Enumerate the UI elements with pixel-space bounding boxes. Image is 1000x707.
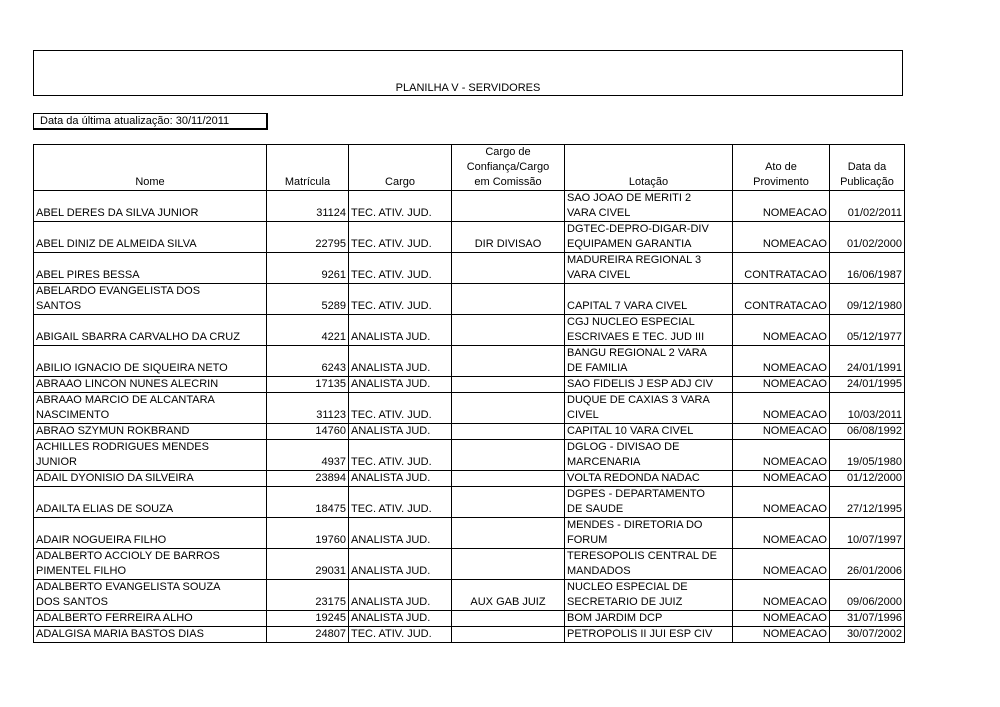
- cell-cargo-line: TEC. ATIV. JUD.: [351, 269, 432, 281]
- cell-matricula-line: 19245: [315, 612, 346, 624]
- cell-comissao: [452, 471, 565, 487]
- cell-comissao: [452, 393, 565, 424]
- cell-data-publicacao: [830, 424, 905, 440]
- cell-matricula-line: 9261: [321, 269, 346, 281]
- cell-ato: [733, 627, 830, 643]
- cell-matricula: [267, 611, 349, 627]
- table-row: [34, 627, 905, 643]
- cell-matricula-line: 29031: [315, 565, 346, 577]
- cell-data-publicacao: [830, 377, 905, 393]
- cell-lotacao-line: CAPITAL 10 VARA CIVEL: [567, 425, 694, 437]
- cell-nome: [34, 487, 267, 518]
- cell-data-publicacao: [830, 487, 905, 518]
- cell-cargo: [349, 393, 452, 424]
- cell-nome: [34, 377, 267, 393]
- cell-ato-line: NOMEACAO: [762, 207, 827, 219]
- cell-nome: [34, 627, 267, 643]
- cell-comissao: [452, 346, 565, 377]
- cell-matricula: [267, 580, 349, 611]
- cell-matricula-line: 5289: [321, 300, 346, 312]
- cell-ato: [733, 424, 830, 440]
- cell-matricula-line: 24807: [315, 628, 346, 640]
- col-header-cargo: Cargo: [349, 145, 452, 191]
- cell-cargo: [349, 346, 452, 377]
- cell-ato-line: NOMEACAO: [762, 238, 827, 250]
- cell-lotacao-line: MANDADOS: [567, 565, 631, 577]
- cell-nome: [34, 580, 267, 611]
- cell-matricula-line: 14760: [315, 425, 346, 437]
- cell-ato: [733, 518, 830, 549]
- cell-lotacao: [565, 580, 733, 611]
- cell-cargo-line: ANALISTA JUD.: [351, 472, 431, 484]
- cell-ato: [733, 487, 830, 518]
- cell-matricula: [267, 393, 349, 424]
- cell-lotacao-line: CGJ NUCLEO ESPECIAL: [567, 316, 695, 328]
- cell-data-publicacao-line: 16/06/1987: [846, 269, 902, 281]
- cell-nome-line: ABRAO SZYMUN ROKBRAND: [36, 425, 190, 437]
- cell-lotacao-line: BANGU REGIONAL 2 VARA: [567, 347, 707, 359]
- cell-cargo-line: TEC. ATIV. JUD.: [351, 207, 432, 219]
- table-row: [34, 580, 905, 611]
- cell-data-publicacao-line: 27/12/1995: [846, 503, 902, 515]
- cell-nome-line: ADALBERTO ACCIOLY DE BARROS: [36, 550, 220, 562]
- cell-lotacao-line: DGLOG - DIVISAO DE: [567, 441, 680, 453]
- cell-matricula-line: 22795: [315, 238, 346, 250]
- cell-comissao-line: AUX GAB JUIZ: [470, 596, 546, 608]
- cell-lotacao-line: DGPES - DEPARTAMENTO: [567, 488, 705, 500]
- cell-cargo: [349, 549, 452, 580]
- table-row: [34, 377, 905, 393]
- last-update-label: Data da última atualização: 30/11/2011: [33, 113, 268, 130]
- cell-matricula: [267, 471, 349, 487]
- col-header-matricula: Matrícula: [267, 145, 349, 191]
- cell-matricula-line: 4937: [321, 456, 346, 468]
- cell-comissao: [452, 487, 565, 518]
- cell-matricula: [267, 222, 349, 253]
- cell-data-publicacao: [830, 518, 905, 549]
- table-row: [34, 440, 905, 471]
- cell-comissao: [452, 377, 565, 393]
- cell-data-publicacao-line: 10/03/2011: [847, 409, 902, 421]
- cell-data-publicacao: [830, 549, 905, 580]
- cell-nome-line: PIMENTEL FILHO: [36, 565, 127, 577]
- cell-cargo: [349, 580, 452, 611]
- cell-nome-line: ABILIO IGNACIO DE SIQUEIRA NETO: [36, 362, 228, 374]
- cell-data-publicacao-line: 24/01/1995: [846, 378, 902, 390]
- cell-ato-line: NOMEACAO: [762, 628, 827, 640]
- cell-nome-line: ADAIL DYONISIO DA SILVEIRA: [36, 472, 194, 484]
- cell-matricula: [267, 253, 349, 284]
- cell-comissao: [452, 611, 565, 627]
- table-row: [34, 222, 905, 253]
- cell-ato-line: NOMEACAO: [762, 362, 827, 374]
- cell-ato: [733, 253, 830, 284]
- hdr-line: Confiança/Cargo: [466, 161, 550, 173]
- cell-nome-line: SANTOS: [36, 300, 82, 312]
- cell-data-publicacao-line: 10/07/1997: [846, 534, 902, 546]
- col-header-ato: [733, 145, 830, 191]
- cell-cargo: [349, 253, 452, 284]
- cell-lotacao: [565, 611, 733, 627]
- cell-matricula: [267, 440, 349, 471]
- cell-ato-line: NOMEACAO: [762, 409, 827, 421]
- cell-data-publicacao-line: 19/05/1980: [846, 456, 902, 468]
- hdr-line: Publicação: [840, 176, 894, 188]
- cell-matricula-line: 23175: [315, 596, 346, 608]
- table-row: [34, 346, 905, 377]
- cell-cargo-line: ANALISTA JUD.: [351, 596, 431, 608]
- cell-nome-line: ABEL DINIZ DE ALMEIDA SILVA: [36, 238, 197, 250]
- cell-matricula: [267, 424, 349, 440]
- cell-data-publicacao-line: 06/08/1992: [846, 425, 902, 437]
- cell-cargo-line: TEC. ATIV. JUD.: [351, 456, 432, 468]
- cell-comissao: [452, 424, 565, 440]
- cell-lotacao-line: MADUREIRA REGIONAL 3: [567, 254, 702, 266]
- cell-lotacao: [565, 393, 733, 424]
- cell-nome-line: ABIGAIL SBARRA CARVALHO DA CRUZ: [36, 331, 240, 343]
- cell-ato: [733, 346, 830, 377]
- cell-matricula: [267, 284, 349, 315]
- cell-lotacao: [565, 471, 733, 487]
- hdr-line: Ato de: [765, 161, 797, 173]
- cell-cargo: [349, 191, 452, 222]
- cell-lotacao-line: ESCRIVAES E TEC. JUD III: [567, 331, 705, 343]
- cell-data-publicacao: [830, 580, 905, 611]
- cell-cargo-line: ANALISTA JUD.: [351, 534, 431, 546]
- cell-cargo: [349, 315, 452, 346]
- cell-ato-line: NOMEACAO: [762, 456, 827, 468]
- cell-comissao: [452, 549, 565, 580]
- cell-comissao: [452, 284, 565, 315]
- cell-lotacao-line: SAO FIDELIS J ESP ADJ CIV: [567, 378, 713, 390]
- cell-data-publicacao-line: 24/01/1991: [846, 362, 902, 374]
- cell-lotacao: [565, 518, 733, 549]
- title-box: [33, 50, 903, 96]
- cell-cargo-line: TEC. ATIV. JUD.: [351, 628, 432, 640]
- col-header-cargo-confianca: [452, 145, 565, 191]
- cell-data-publicacao: [830, 611, 905, 627]
- cell-nome: [34, 549, 267, 580]
- cell-lotacao-line: EQUIPAMEN GARANTIA: [567, 238, 692, 250]
- cell-comissao: [452, 627, 565, 643]
- hdr-line: Data da: [847, 161, 887, 173]
- cell-data-publicacao: [830, 471, 905, 487]
- cell-ato: [733, 393, 830, 424]
- table-row: [34, 393, 905, 424]
- table-row: [34, 471, 905, 487]
- cell-lotacao-line: DE SAUDE: [567, 503, 624, 515]
- cell-lotacao-line: DGTEC-DEPRO-DIGAR-DIV: [567, 223, 709, 235]
- cell-cargo-line: ANALISTA JUD.: [351, 378, 431, 390]
- cell-ato: [733, 377, 830, 393]
- cell-data-publicacao-line: 26/01/2006: [846, 565, 902, 577]
- cell-matricula-line: 4221: [321, 331, 346, 343]
- cell-comissao: [452, 440, 565, 471]
- cell-ato-line: NOMEACAO: [762, 596, 827, 608]
- cell-data-publicacao-line: 01/02/2000: [846, 238, 902, 250]
- cell-matricula-line: 19760: [315, 534, 346, 546]
- table-row: [34, 284, 905, 315]
- cell-lotacao: [565, 440, 733, 471]
- cell-lotacao-line: DUQUE DE CAXIAS 3 VARA: [567, 394, 710, 406]
- cell-matricula-line: 31124: [316, 207, 346, 219]
- cell-matricula: [267, 346, 349, 377]
- cell-matricula: [267, 518, 349, 549]
- cell-matricula: [267, 549, 349, 580]
- cell-nome: [34, 440, 267, 471]
- cell-nome-line: JUNIOR: [36, 456, 77, 468]
- cell-data-publicacao-line: 30/07/2002: [846, 628, 902, 640]
- cell-ato-line: NOMEACAO: [762, 425, 827, 437]
- table-row: [34, 253, 905, 284]
- cell-lotacao-line: BOM JARDIM DCP: [567, 612, 663, 624]
- cell-data-publicacao-line: 09/06/2000: [846, 596, 902, 608]
- cell-comissao: [452, 580, 565, 611]
- cell-cargo: [349, 471, 452, 487]
- cell-lotacao-line: FORUM: [567, 534, 608, 546]
- cell-data-publicacao: [830, 393, 905, 424]
- cell-cargo-line: ANALISTA JUD.: [351, 425, 431, 437]
- cell-ato: [733, 284, 830, 315]
- cell-data-publicacao: [830, 253, 905, 284]
- cell-comissao-line: DIR DIVISAO: [474, 238, 542, 250]
- cell-ato: [733, 440, 830, 471]
- cell-comissao: [452, 253, 565, 284]
- cell-nome: [34, 253, 267, 284]
- cell-nome: [34, 424, 267, 440]
- cell-cargo-line: TEC. ATIV. JUD.: [351, 409, 432, 421]
- cell-ato-line: NOMEACAO: [762, 612, 827, 624]
- cell-lotacao: [565, 424, 733, 440]
- cell-lotacao-line: CIVEL: [567, 409, 599, 421]
- cell-cargo-line: ANALISTA JUD.: [351, 612, 431, 624]
- cell-comissao: [452, 518, 565, 549]
- cell-lotacao-line: SAO JOAO DE MERITI 2: [567, 192, 692, 204]
- cell-ato: [733, 471, 830, 487]
- cell-nome: [34, 611, 267, 627]
- cell-lotacao: [565, 346, 733, 377]
- cell-nome: [34, 191, 267, 222]
- cell-cargo-line: ANALISTA JUD.: [351, 331, 431, 343]
- cell-lotacao: [565, 191, 733, 222]
- cell-nome-line: ADALGISA MARIA BASTOS DIAS: [36, 628, 204, 640]
- cell-nome-line: ABEL DERES DA SILVA JUNIOR: [36, 207, 199, 219]
- cell-lotacao: [565, 253, 733, 284]
- hdr-line: Cargo de: [485, 146, 531, 158]
- cell-matricula: [267, 487, 349, 518]
- cell-matricula: [267, 191, 349, 222]
- cell-lotacao: [565, 377, 733, 393]
- cell-nome-line: ADALBERTO EVANGELISTA SOUZA: [36, 581, 221, 593]
- cell-lotacao-line: DE FAMILIA: [567, 362, 628, 374]
- cell-ato-line: NOMEACAO: [762, 331, 827, 343]
- table-row: [34, 487, 905, 518]
- cell-nome: [34, 315, 267, 346]
- cell-nome-line: ADAIR NOGUEIRA FILHO: [36, 534, 167, 546]
- cell-comissao: [452, 222, 565, 253]
- cell-nome-line: ADALBERTO FERREIRA ALHO: [36, 612, 193, 624]
- cell-matricula: [267, 315, 349, 346]
- cell-ato-line: CONTRATACAO: [744, 269, 827, 281]
- cell-cargo-line: TEC. ATIV. JUD.: [351, 300, 432, 312]
- cell-ato-line: NOMEACAO: [762, 565, 827, 577]
- col-header-nome: Nome: [34, 145, 267, 191]
- table-row: [34, 424, 905, 440]
- cell-cargo: [349, 518, 452, 549]
- cell-matricula-line: 6243: [321, 362, 346, 374]
- cell-nome-line: ABEL PIRES BESSA: [36, 269, 140, 281]
- cell-lotacao: [565, 284, 733, 315]
- cell-matricula-line: 31123: [316, 409, 346, 421]
- cell-comissao: [452, 191, 565, 222]
- cell-cargo-line: TEC. ATIV. JUD.: [351, 238, 432, 250]
- cell-cargo: [349, 222, 452, 253]
- cell-data-publicacao-line: 05/12/1977: [846, 331, 902, 343]
- cell-matricula-line: 18475: [315, 503, 346, 515]
- cell-lotacao: [565, 487, 733, 518]
- hdr-line: Provimento: [753, 176, 809, 188]
- cell-data-publicacao-line: 01/02/2011: [847, 207, 902, 219]
- cell-lotacao-line: TERESOPOLIS CENTRAL DE: [567, 550, 717, 562]
- cell-nome: [34, 471, 267, 487]
- cell-data-publicacao: [830, 315, 905, 346]
- col-header-data-publicacao: [830, 145, 905, 191]
- cell-ato-line: NOMEACAO: [762, 472, 827, 484]
- cell-matricula-line: 17135: [315, 378, 346, 390]
- cell-lotacao-line: VARA CIVEL: [567, 207, 631, 219]
- cell-nome-line: ADAILTA ELIAS DE SOUZA: [36, 503, 174, 515]
- cell-lotacao-line: VARA CIVEL: [567, 269, 631, 281]
- cell-cargo: [349, 377, 452, 393]
- cell-ato-line: CONTRATACAO: [744, 300, 827, 312]
- cell-nome-line: ABRAAO LINCON NUNES ALECRIN: [36, 378, 219, 390]
- cell-ato-line: NOMEACAO: [762, 534, 827, 546]
- table-row: [34, 611, 905, 627]
- cell-ato: [733, 222, 830, 253]
- cell-matricula: [267, 377, 349, 393]
- table-row: [34, 549, 905, 580]
- cell-data-publicacao: [830, 191, 905, 222]
- cell-lotacao-line: NUCLEO ESPECIAL DE: [567, 581, 688, 593]
- cell-data-publicacao-line: 31/07/1996: [846, 612, 902, 624]
- cell-data-publicacao-line: 09/12/1980: [846, 300, 902, 312]
- cell-data-publicacao: [830, 346, 905, 377]
- cell-nome-line: ACHILLES RODRIGUES MENDES: [36, 441, 209, 453]
- cell-nome-line: NASCIMENTO: [36, 409, 110, 421]
- cell-nome: [34, 346, 267, 377]
- cell-ato-line: NOMEACAO: [762, 378, 827, 390]
- cell-cargo: [349, 487, 452, 518]
- cell-nome: [34, 518, 267, 549]
- cell-nome: [34, 393, 267, 424]
- table-row: [34, 315, 905, 346]
- cell-data-publicacao-line: 01/12/2000: [846, 472, 902, 484]
- col-header-lotacao: Lotação: [565, 145, 733, 191]
- cell-cargo: [349, 284, 452, 315]
- table-row: [34, 191, 905, 222]
- cell-lotacao-line: MARCENARIA: [567, 456, 641, 468]
- cell-matricula: [267, 627, 349, 643]
- cell-cargo: [349, 611, 452, 627]
- cell-ato: [733, 580, 830, 611]
- page-title: PLANILHA V - SERVIDORES: [395, 82, 541, 94]
- cell-lotacao-line: VOLTA REDONDA NADAC: [567, 472, 700, 484]
- header-row: [34, 145, 905, 191]
- cell-ato: [733, 191, 830, 222]
- cell-cargo-line: TEC. ATIV. JUD.: [351, 503, 432, 515]
- hdr-line: em Comissão: [474, 176, 542, 188]
- cell-lotacao: [565, 222, 733, 253]
- cell-lotacao-line: MENDES - DIRETORIA DO: [567, 519, 703, 531]
- cell-nome-line: DOS SANTOS: [36, 596, 108, 608]
- table-row: [34, 518, 905, 549]
- cell-nome: [34, 222, 267, 253]
- cell-nome: [34, 284, 267, 315]
- cell-comissao: [452, 315, 565, 346]
- cell-nome-line: ABRAAO MARCIO DE ALCANTARA: [36, 394, 215, 406]
- cell-cargo: [349, 440, 452, 471]
- cell-cargo-line: ANALISTA JUD.: [351, 362, 431, 374]
- cell-cargo-line: ANALISTA JUD.: [351, 565, 431, 577]
- cell-data-publicacao: [830, 222, 905, 253]
- cell-ato: [733, 315, 830, 346]
- cell-cargo: [349, 424, 452, 440]
- cell-ato: [733, 611, 830, 627]
- cell-ato-line: NOMEACAO: [762, 503, 827, 515]
- cell-data-publicacao: [830, 284, 905, 315]
- cell-matricula-line: 23894: [315, 472, 346, 484]
- cell-lotacao-line: CAPITAL 7 VARA CIVEL: [567, 300, 688, 312]
- cell-nome-line: ABELARDO EVANGELISTA DOS: [36, 285, 201, 297]
- servidores-table: [33, 144, 905, 643]
- cell-cargo: [349, 627, 452, 643]
- cell-lotacao-line: SECRETARIO DE JUIZ: [567, 596, 683, 608]
- cell-lotacao: [565, 549, 733, 580]
- cell-lotacao-line: PETROPOLIS II JUI ESP CIV: [567, 628, 713, 640]
- cell-data-publicacao: [830, 627, 905, 643]
- cell-ato: [733, 549, 830, 580]
- cell-lotacao: [565, 315, 733, 346]
- cell-lotacao: [565, 627, 733, 643]
- cell-data-publicacao: [830, 440, 905, 471]
